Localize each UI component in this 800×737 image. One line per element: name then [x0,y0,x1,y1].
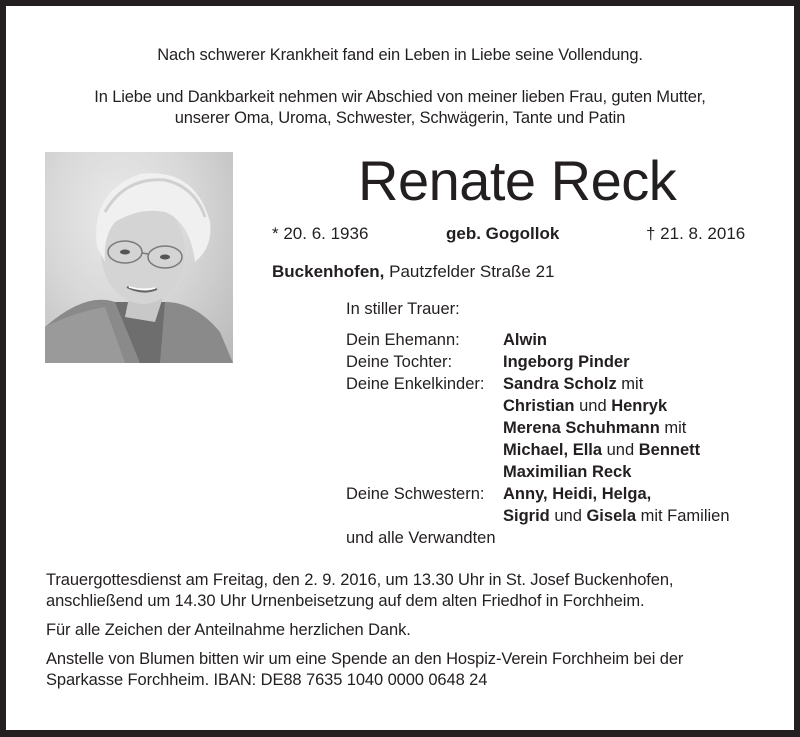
husband-label: Dein Ehemann: [346,331,460,349]
grandchild-line-part: Merena Schuhmann [503,419,660,437]
intro-line-2: In Liebe und Dankbarkeit nehmen wir Abschied von meiner lieben Frau, guten Mutter, [94,88,706,106]
grandchildren-label: Deine Enkelkinder: [346,375,485,393]
intro-line-1: Nach schwerer Krankheit fand ein Leben in Liebe seine Vollendung. [157,46,643,64]
address [272,262,555,282]
sister-line-part: und [549,507,587,525]
daughter-label: Deine Tochter: [346,353,453,371]
grandchild-line [503,463,631,482]
grandchild-line-part: Christian [503,397,575,415]
sister-line [503,507,730,526]
grandchild-line-part: Henryk [611,397,668,415]
sister-line [503,485,651,504]
grandchild-line-part: Maximilian Reck [503,463,632,481]
grandchild-line-part: mit [616,375,644,393]
grandchild-line-part: Michael, Ella [503,441,603,459]
grandchild-line [503,419,686,438]
grandchild-line-part: und [602,441,639,459]
grandchild-line-part: und [574,397,612,415]
donation-line-1: Anstelle von Blumen bitten wir um eine Spende an den Hospiz-Verein Forchheim bei der [46,650,684,668]
maiden-name: geb. Gogollok [446,224,560,243]
portrait-icon [45,152,233,363]
death-date: † 21. 8. 2016 [646,224,746,243]
address-street: Pautzfelder Straße 21 [384,262,555,281]
husband-name: Alwin [503,331,547,349]
donation-line-2: Sparkasse Forchheim. IBAN: DE88 7635 1040 0000 0648 24 [46,671,488,689]
sister-line-part: Gisela [586,507,637,525]
grandchild-line [503,375,643,394]
sisters-label: Deine Schwestern: [346,485,485,503]
grandchild-line-part: mit [659,419,687,437]
sister-line-part: Sigrid [503,507,550,525]
sister-line-part: Anny, Heidi, Helga, [503,485,652,503]
thanks-line: Für alle Zeichen der Anteilnahme herzlichen Dank. [46,621,411,639]
daughter-name: Ingeborg Pinder [503,353,630,371]
grandchild-line [503,441,700,460]
grandchild-line-part: Bennett [638,441,701,459]
birth-date: * 20. 6. 1936 [272,224,369,243]
intro-line-3: unserer Oma, Uroma, Schwester, Schwägerin, Tante und Patin [174,109,626,127]
service-line-1: Trauergottesdienst am Freitag, den 2. 9. 2016, um 13.30 Uhr in St. Josef Buckenhofen, [46,571,674,589]
grandchild-line-part: Sandra Scholz [503,375,617,393]
relatives-line: und alle Verwandten [346,529,496,547]
portrait-photo [45,152,233,363]
mourners-heading: In stiller Trauer: [346,300,460,318]
deceased-name: Renate Reck [358,149,677,212]
service-line-2: anschließend um 14.30 Uhr Urnenbeisetzung auf dem alten Friedhof in Forchheim. [46,592,645,610]
sister-line-part: mit Familien [636,507,730,525]
grandchild-line [503,397,667,416]
obituary-notice [6,6,794,730]
address-town: Buckenhofen, [272,262,385,281]
